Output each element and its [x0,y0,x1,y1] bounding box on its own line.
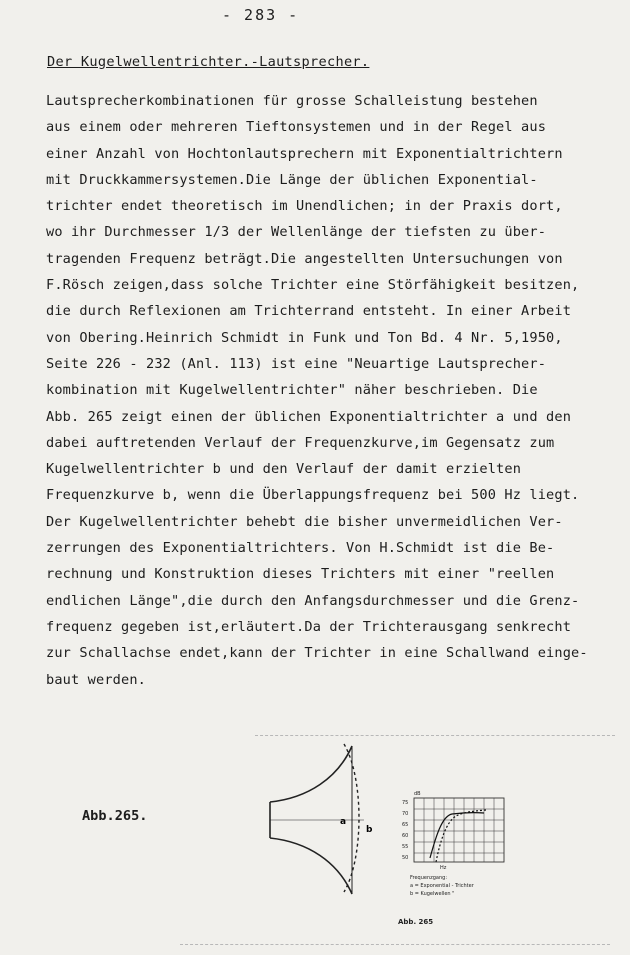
graph-y-tick: 55 [402,844,409,850]
body-paragraph [46,88,614,693]
horn-upper-profile [270,746,352,802]
figure-caption: Abb.265. [82,808,148,824]
paragraph-line: F.Rösch zeigen,dass solche Trichter eine Störfähigkeit besitzen, [46,277,580,294]
paragraph-line: Abb. 265 zeigt einen der üblichen Exponentialtrichter a und den [46,408,572,425]
paragraph-line: rechnung und Konstruktion dieses Trichters mit einer "reellen [46,566,555,583]
graph-legend-b: b = Kugelwellen " [410,891,455,897]
graph-x-label: Hz [440,865,447,871]
graph-y-tick: 65 [402,822,409,828]
paragraph-line: dabei auftretenden Verlauf der Frequenzkurve,im Gegensatz zum [46,434,555,451]
scan-divider [180,944,610,945]
graph-y-tick: 60 [402,833,409,839]
paragraph-line: kombination mit Kugelwellentrichter" näher beschrieben. Die [46,382,538,399]
paragraph-line: zur Schallachse endet,kann der Trichter in eine Schallwand einge- [46,645,588,662]
graph-y-tick: 70 [402,811,409,817]
paragraph-line: zerrungen des Exponentialtrichters. Von H.Schmidt ist die Be- [46,540,555,557]
horn-label-b: b [366,825,373,835]
graph-frame [414,798,504,862]
paragraph-line: die durch Reflexionen am Trichterrand entsteht. In einer Arbeit [46,303,572,320]
paragraph-line: trichter endet theoretisch im Unendlichen; in der Praxis dort, [46,198,563,215]
paragraph-line: Frequenzkurve b, wenn die Überlappungsfrequenz bei 500 Hz liegt. [46,487,580,504]
horn-diagram [268,738,380,898]
paragraph-line: Lautsprecherkombinationen für grosse Schalleistung bestehen [46,93,538,109]
frequency-graph [400,786,520,901]
paragraph-line: einer Anzahl von Hochtonlautsprechern mit Exponentialtrichtern [46,145,563,162]
graph-grid [414,798,504,862]
horn-lower-profile [270,838,352,894]
paragraph-line: endlichen Länge",die durch den Anfangsdurchmesser und die Grenz- [46,592,580,609]
graph-legend-a: a = Exponential - Trichter [410,883,474,889]
paragraph-line: baut werden. [46,671,147,688]
paragraph-line: frequenz gegeben ist,erläutert.Da der Trichterausgang senkrecht [46,618,572,635]
paragraph-line: aus einem oder mehreren Tieftonsystemen und in der Regel aus [46,119,547,136]
figure-caption-small: Abb. 265 [398,918,434,926]
paragraph-line: wo ihr Durchmesser 1/3 der Wellenlänge der tiefsten zu über- [46,224,547,241]
scan-divider [255,735,615,736]
graph-curve-a [430,813,484,858]
paragraph-line: Kugelwellentrichter b und den Verlauf der damit erzielten [46,461,522,478]
horn-label-a: a [340,817,347,827]
graph-y-label: dB [414,791,421,797]
graph-legend-title: Frequenzgang: [410,875,448,881]
page-heading: Der Kugelwellentrichter.-Lautsprecher. [47,54,370,70]
graph-y-tick: 50 [402,855,409,861]
paragraph-line: tragenden Frequenz beträgt.Die angestellten Untersuchungen von [46,250,563,267]
page-number: - 283 - [222,6,300,24]
paragraph-line: mit Druckkammersystemen.Die Länge der üblichen Exponential- [46,171,538,188]
paragraph-line: von Obering.Heinrich Schmidt in Funk und Ton Bd. 4 Nr. 5,1950, [46,329,563,346]
paragraph-line: Der Kugelwellentrichter behebt die bisher unvermeidlichen Ver- [46,513,563,530]
graph-curve-b [436,810,486,862]
graph-y-tick: 75 [402,800,409,806]
paragraph-line: Seite 226 - 232 (Anl. 113) ist eine "Neuartige Lautsprecher- [46,355,547,372]
